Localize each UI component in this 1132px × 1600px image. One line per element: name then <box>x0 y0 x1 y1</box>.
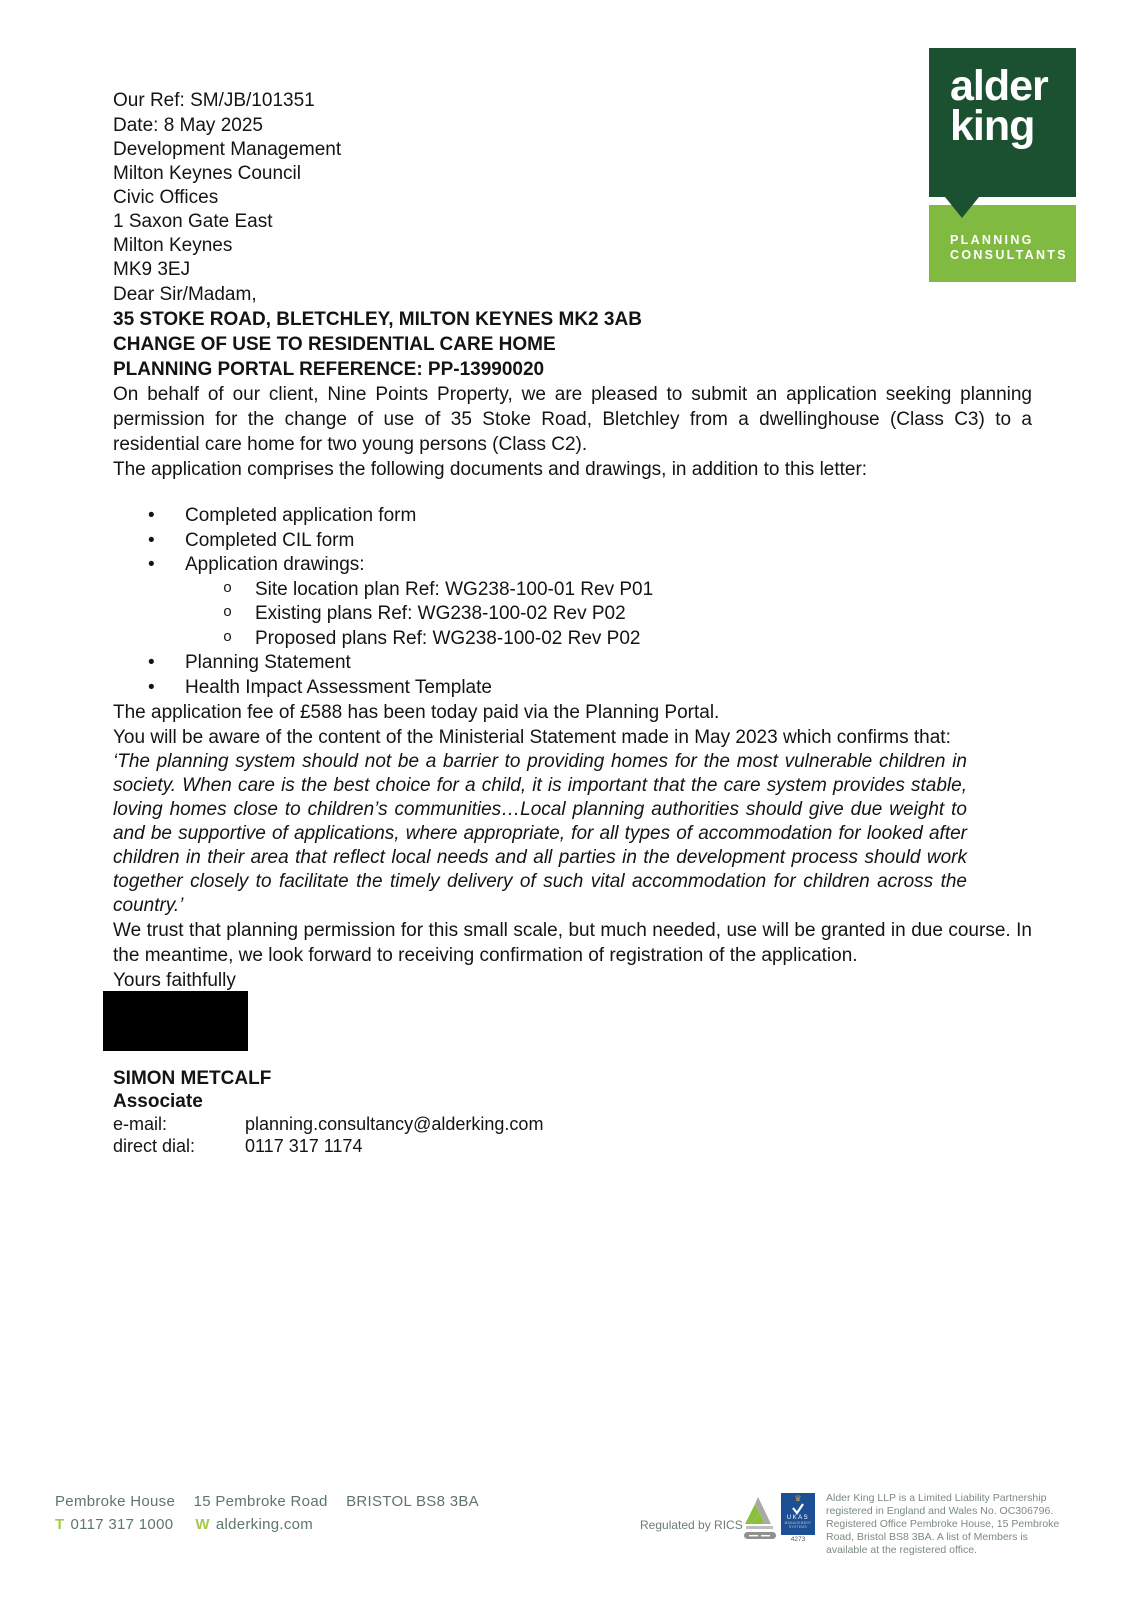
footer-address-line <box>55 1490 479 1513</box>
logo-tagline-line2: CONSULTANTS <box>950 248 1068 262</box>
direct-dial-label: direct dial: <box>113 1136 196 1156</box>
ministerial-quote: ‘The planning system should not be a barrier to providing homes for the most vulnerable children in society. When care is the best choice for a child, it is important that the care system provides stable, loving homes close to children’s communities…Local planning authorities should give due weight to and be supportive of applications, where appropriate, for all types of accommodation for looked after children in their area that reflect local needs and all parties in the development process should work together closely to facilitate the timely delivery of such vital accommodation for children across the country.’ <box>113 751 967 916</box>
logo-speech-bubble <box>929 48 1076 197</box>
phone-prefix: T <box>55 1516 65 1533</box>
letter-body <box>113 88 1032 1157</box>
list-subitem: o Existing plans Ref: WG238-100-02 Rev P02 <box>113 602 1032 627</box>
recipient-line: 1 Saxon Gate East <box>113 211 273 232</box>
document-list <box>113 504 1032 700</box>
list-item: • Planning Statement <box>113 651 1032 676</box>
recipient-line: Development Management <box>113 139 342 160</box>
footer-office-address <box>55 1490 479 1536</box>
regulated-by-rics: Regulated by RICS <box>640 1518 743 1532</box>
footer-contact-line <box>55 1513 479 1536</box>
footer-legal-text: Alder King LLP is a Limited Liability Partnership registered in England and Wales No. OC306796. Registered Office Pembroke House, 15 Pembroke Road, Bristol BS8 3BA. A list of Members is available at the registered office. <box>826 1492 1060 1556</box>
recipient-line: MK9 3EJ <box>113 259 191 280</box>
signature-redaction <box>103 991 248 1051</box>
cert-triangle-svg <box>741 1493 779 1541</box>
paragraph-closing: We trust that planning permission for this small scale, but much needed, use will be granted in due course. In the meantime, we look forward to receiving confirmation of registration of the application. <box>113 920 1032 966</box>
contact-dial-row <box>113 1135 1032 1157</box>
checkmark-icon <box>791 1503 805 1515</box>
recipient-line: Civic Offices <box>113 187 219 208</box>
alder-king-logo <box>929 48 1076 282</box>
footer-address-street: 15 Pembroke Road <box>193 1493 328 1510</box>
signatory-name: SIMON METCALF <box>113 1068 272 1089</box>
list-item: • Completed CIL form <box>113 529 1032 554</box>
ukas-box <box>781 1493 815 1535</box>
list-subitem: o Proposed plans Ref: WG238-100-02 Rev P02 <box>113 627 1032 652</box>
recipient-line: Milton Keynes <box>113 235 233 256</box>
email-label: e-mail: <box>113 1114 168 1134</box>
ukas-logo <box>780 1493 816 1545</box>
ukas-word: UKAS <box>786 1515 810 1521</box>
logo-wordmark <box>950 62 1048 150</box>
salutation: Dear Sir/Madam, <box>113 284 257 305</box>
list-item: • Health Impact Assessment Template <box>113 676 1032 701</box>
crown-icon: ♛ <box>794 1494 802 1503</box>
direct-dial-value: 0117 317 1174 <box>245 1136 363 1156</box>
footer-website: alderking.com <box>215 1516 314 1533</box>
logo-word-king: king <box>950 102 1035 150</box>
subject-line-address: 35 STOKE ROAD, BLETCHLEY, MILTON KEYNES MK2 3AB <box>113 309 642 330</box>
subject-line-portal-ref: PLANNING PORTAL REFERENCE: PP-13990020 <box>113 359 545 380</box>
ukas-sub-line2: SYSTEMS <box>788 1524 808 1529</box>
logo-tagline-line1: PLANNING <box>950 233 1034 247</box>
signoff: Yours faithfully <box>113 970 236 991</box>
ukas-sub-line1: MANAGEMENT <box>784 1521 812 1525</box>
list-item: • Completed application form <box>113 504 1032 529</box>
signatory-title: Associate <box>113 1091 203 1112</box>
paragraph-intro: On behalf of our client, Nine Points Property, we are pleased to submit an application seeking planning permission for the change of use of 35 Stoke Road, Bletchley from a dwellinghouse (Class C3) to a residential care home for two young persons (Class C2). <box>113 384 1032 455</box>
web-prefix: W <box>195 1516 210 1533</box>
list-item: • Application drawings: <box>113 553 1032 578</box>
recipient-line: Milton Keynes Council <box>113 163 301 184</box>
footer-address-city: BRISTOL BS8 3BA <box>346 1493 479 1510</box>
our-ref-line: Our Ref: SM/JB/101351 <box>113 90 315 111</box>
reference-block <box>113 88 1032 138</box>
logo-speech-tail <box>945 197 979 218</box>
logo-word-alder: alder <box>950 62 1048 110</box>
footer-address-building: Pembroke House <box>55 1493 176 1510</box>
certification-triangle-icon <box>741 1493 779 1541</box>
list-subitem: o Site location plan Ref: WG238-100-01 Rev P01 <box>113 578 1032 603</box>
footer-phone: 0117 317 1000 <box>70 1516 174 1533</box>
paragraph-comprises: The application comprises the following documents and drawings, in addition to this letter: <box>113 459 868 480</box>
paragraph-ministerial: You will be aware of the content of the Ministerial Statement made in May 2023 which confirms that: <box>113 727 951 748</box>
contact-email-row <box>113 1113 1032 1135</box>
subject-block <box>113 307 1032 382</box>
email-value: planning.consultancy@alderking.com <box>245 1114 544 1134</box>
paragraph-fee: The application fee of £588 has been today paid via the Planning Portal. <box>113 702 720 723</box>
date-line: Date: 8 May 2025 <box>113 115 263 136</box>
subject-line-proposal: CHANGE OF USE TO RESIDENTIAL CARE HOME <box>113 334 556 355</box>
ukas-number: 4273 <box>790 1536 806 1543</box>
recipient-address <box>113 138 1032 282</box>
